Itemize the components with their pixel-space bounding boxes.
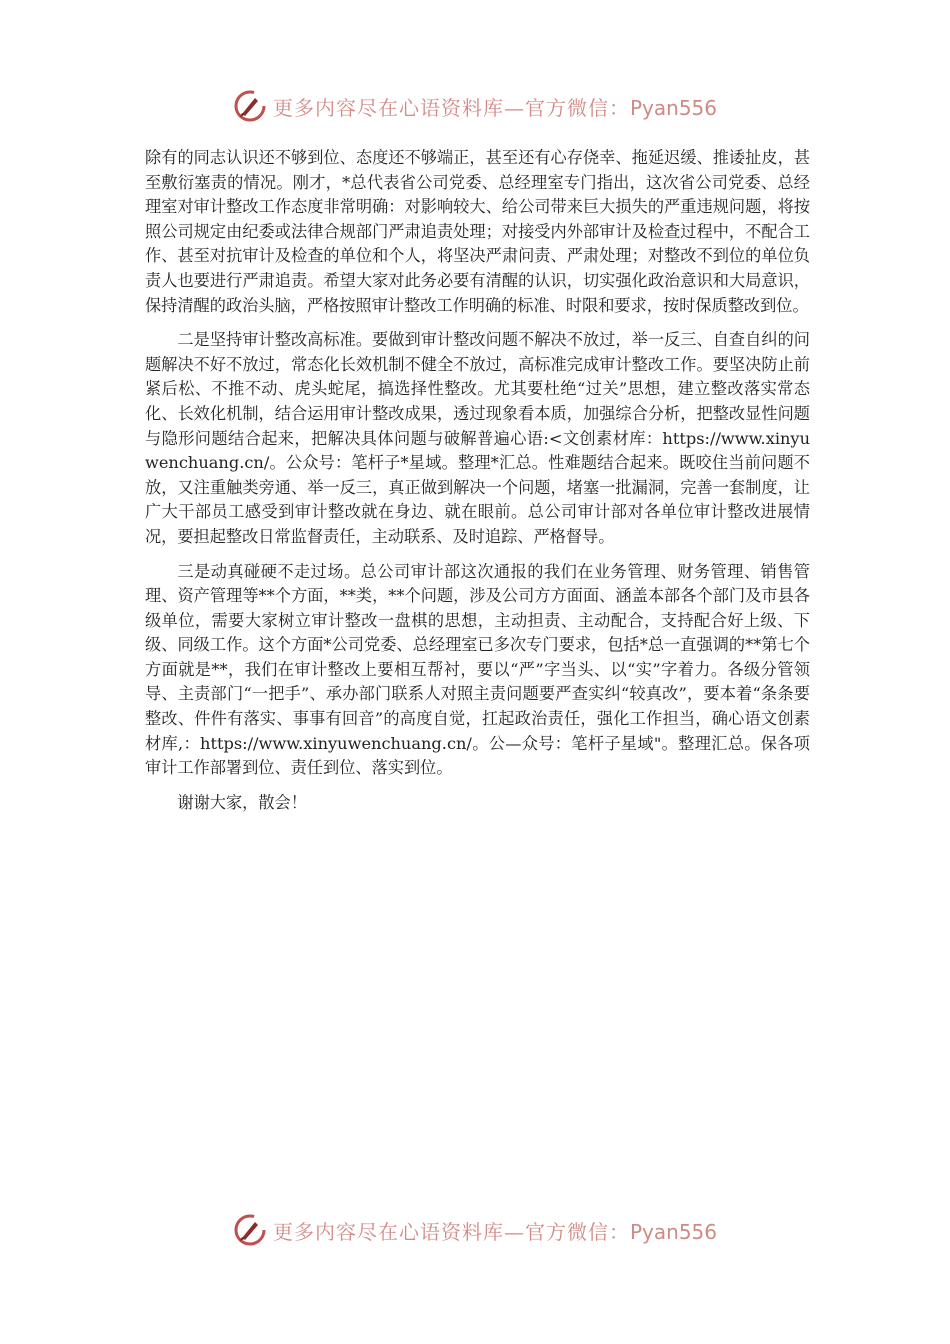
header-watermark — [0, 86, 950, 126]
brush-logo-icon — [233, 89, 267, 123]
paragraph-2: 二是坚持审计整改高标准。要做到审计整改问题不解决不放过，举一反三、自查自纠的问题解决不好不放过，常态化长效机制不健全不放过，高标准完成审计整改工作。要坚决防止前紧后松、不推不动、虎头蛇尾，搞选择性整改。尤其要杜绝“过关”思想，建立整改落实常态化、长效化机制，结合运用审计整改成果，透过现象看本质，加强综合分析，把整改显性问题与隐形问题结合起来，把解决具体问题与破解普遍心语:<文创素材库：https://www.xinyuwenchuang.cn/。公众号：笔杆子*星域。整理*汇总。性难题结合起来。既咬住当前问题不放，又注重触类旁通、举一反三，真正做到解决一个问题，堵塞一批漏洞，完善一套制度，让广大干部员工感受到审计整改就在身边、就在眼前。总公司审计部对各单位审计整改进展情况，要担起整改日常监督责任，主动联系、及时追踪、严格督导。 — [145, 330, 810, 546]
header-watermark-text: 更多内容尽在心语资料库—官方微信：Pyan556 — [272, 95, 717, 120]
paragraph-1: 除有的同志认识还不够到位、态度还不够端正，甚至还有心存侥幸、拖延迟缓、推诿扯皮，甚至敷衍塞责的情况。刚才，*总代表省公司党委、总经理室专门指出，这次省公司党委、总经理室对审计整改工作态度非常明确：对影响较大、给公司带来巨大损失的严重违规问题，将按照公司规定由纪委或法律合规部门严肃追责处理；对接受内外部审计及检查过程中，不配合工作、甚至对抗审计及检查的单位和个人，将坚决严肃问责、严肃处理；对整改不到位的单位负责人也要进行严肃追责。希望大家对此务必要有清醒的认识，切实强化政治意识和大局意识，保持清醒的政治头脑，严格按照审计整改工作明确的标准、时限和要求，按时保质整改到位。 — [145, 148, 810, 315]
brush-logo-icon — [233, 1213, 267, 1247]
document-body — [145, 146, 810, 825]
closing-line: 谢谢大家，散会！ — [177, 792, 307, 812]
paragraph-3: 三是动真碰硬不走过场。总公司审计部这次通报的我们在业务管理、财务管理、销售管理、资产管理等**个方面，**类，**个问题，涉及公司方方面面、涵盖本部各个部门及市县各级单位，需要大家树立审计整改一盘棋的思想，主动担责、主动配合，支持配合好上级、下级、同级工作。这个方面*公司党委、总经理室已多次专门要求，包括*总一直强调的**第七个方面就是**，我们在审计整改上要相互帮衬，要以“严”字当头、以“实”字着力。各级分管领导、主责部门“一把手”、承办部门联系人对照主责问题要严查实纠“较真改”，要本着“条条要整改、件件有落实、事事有回音”的高度自觉，扛起政治责任，强化工作担当，确心语文创素材库,：https://www.xinyuwenchuang.cn/。公—众号：笔杆子星域"。整理汇总。保各项审计工作部署到位、责任到位、落实到位。 — [145, 561, 810, 778]
footer-watermark — [0, 1210, 950, 1250]
footer-watermark-text: 更多内容尽在心语资料库—官方微信：Pyan556 — [272, 1219, 717, 1244]
